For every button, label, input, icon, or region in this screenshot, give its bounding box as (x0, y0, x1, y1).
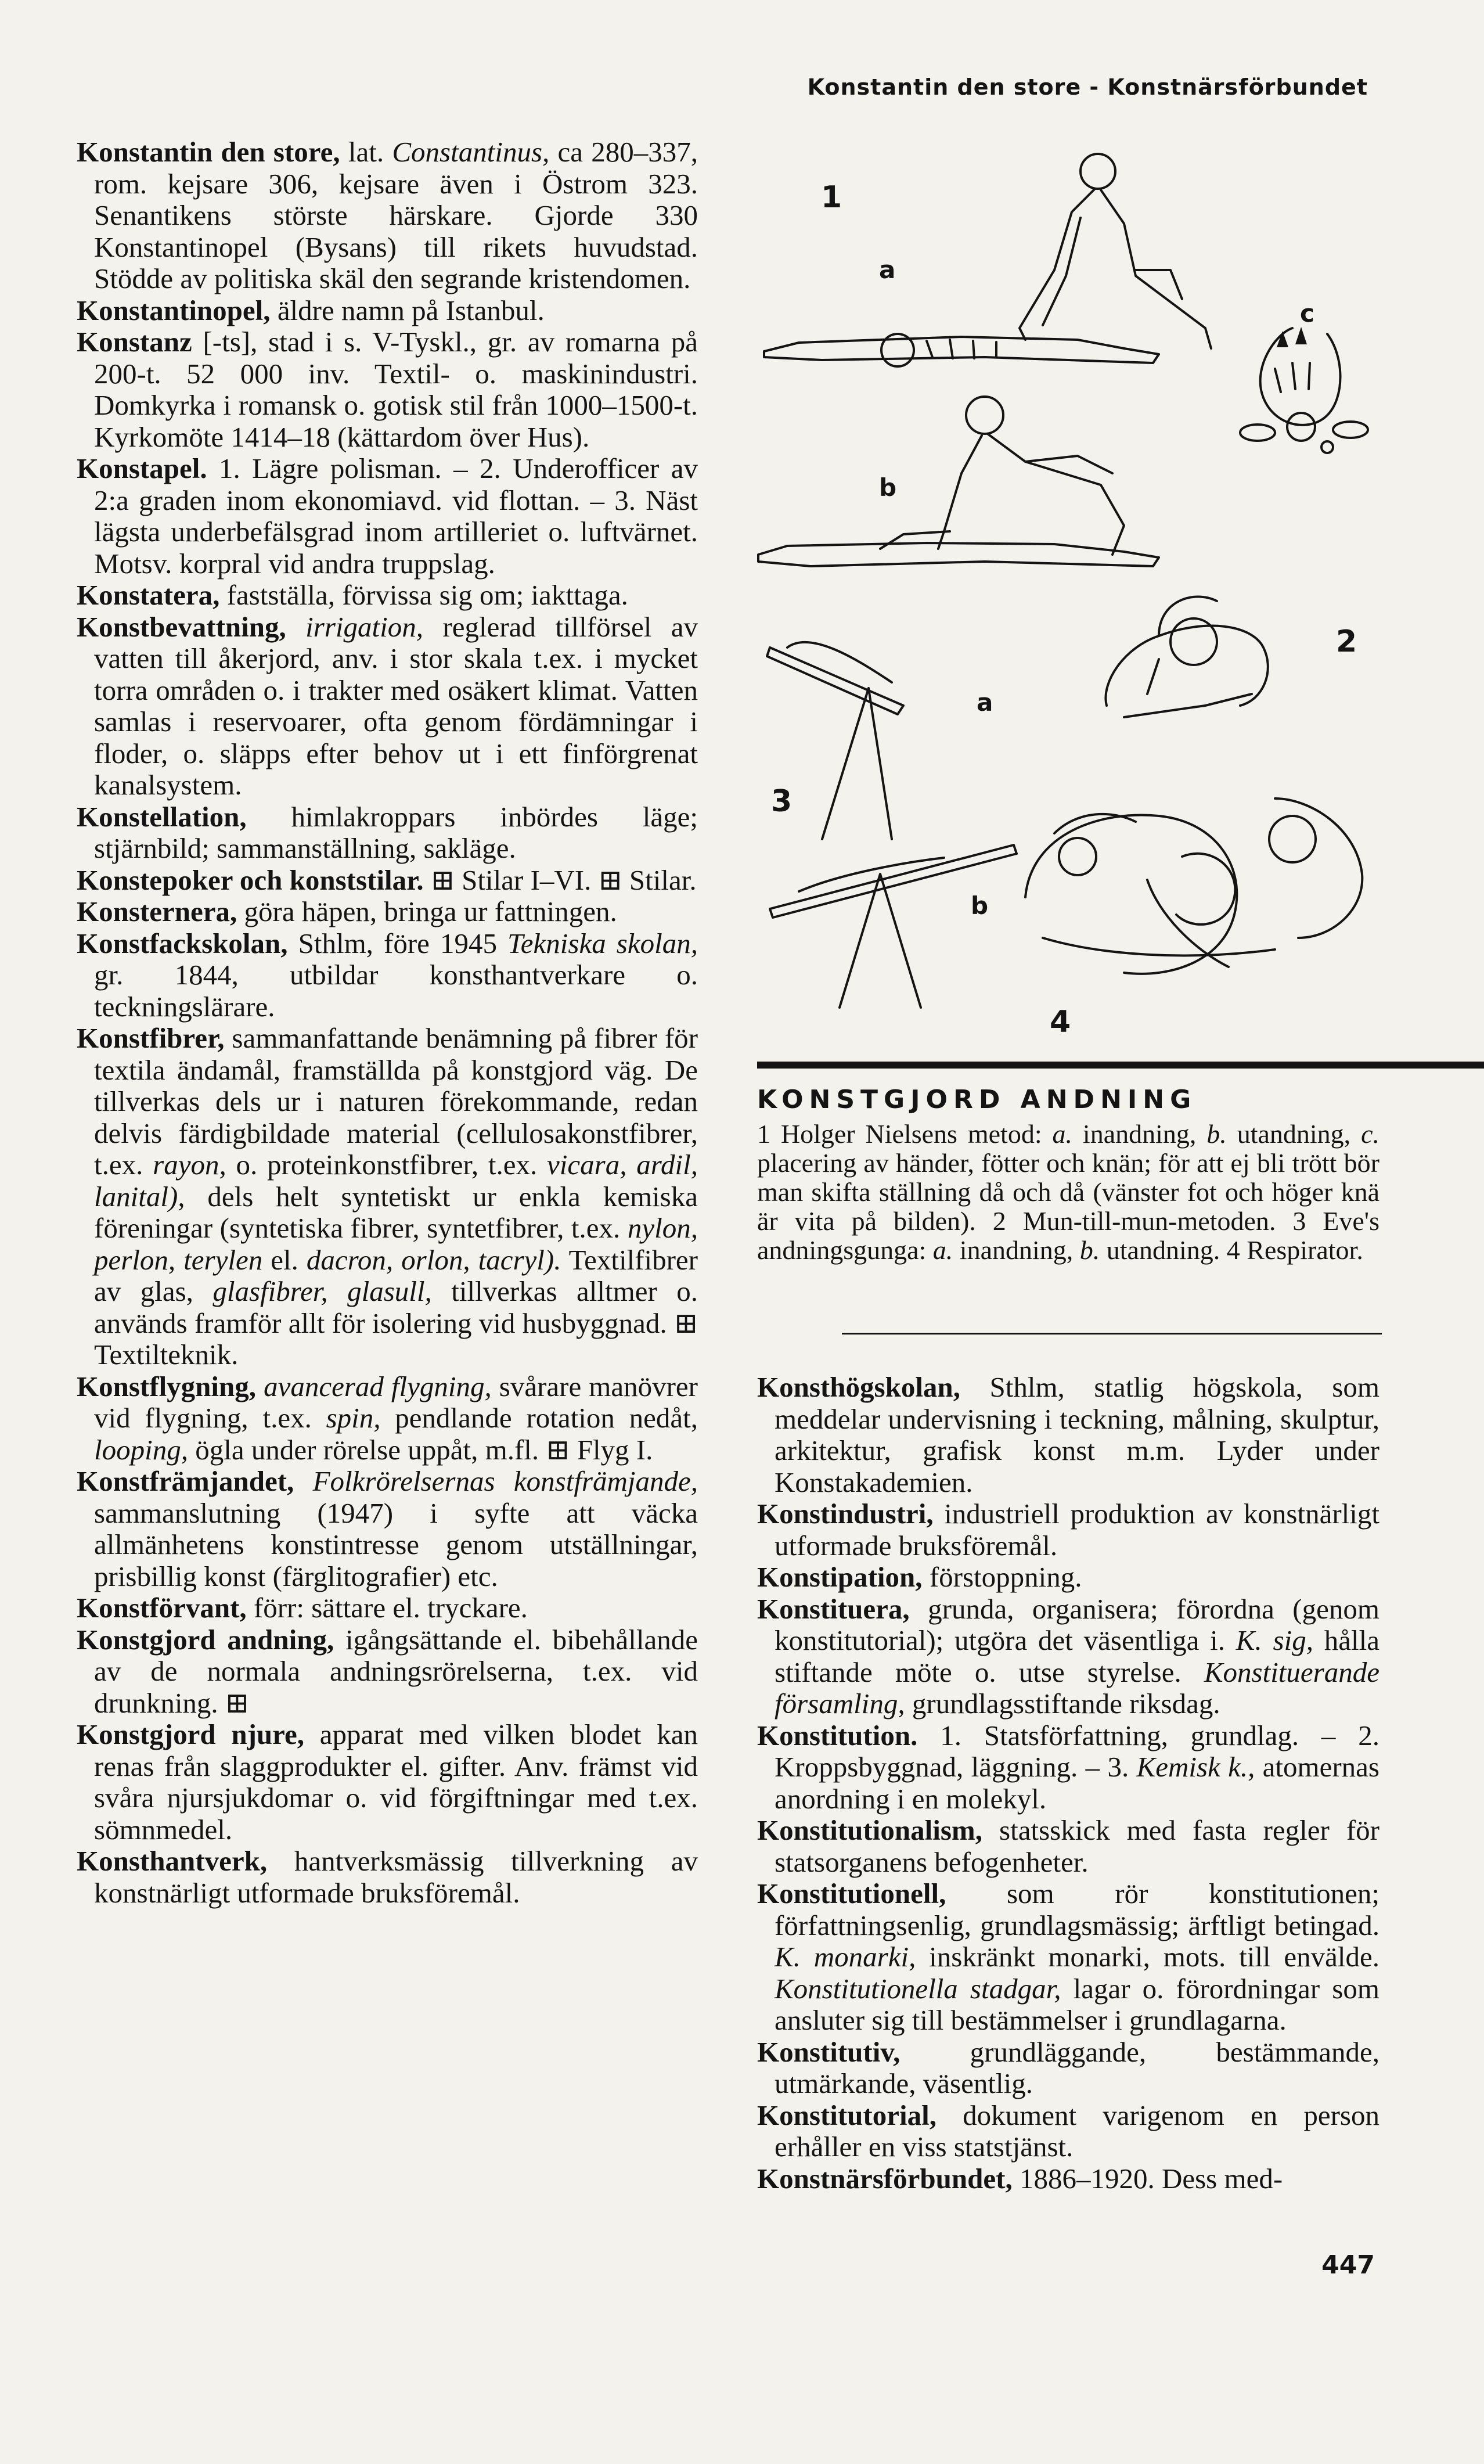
running-head: Konstantin den store - Konstnärsförbundet (807, 74, 1368, 100)
entry-konstantinopel: Konstantinopel, äldre namn på Istanbul. (77, 294, 545, 326)
entry-konstframjandet: Konstfrämjandet, Folkrörelsernas konstfrämjande, sammanslutning (1947) i syfte att väcka allmänhetens konstintresse genom utställningar, prisbillig konst (färglitografier) etc. (77, 1465, 698, 1592)
entry-konstitutionell: Konstitutionell, som rör konstitutionen; författningsenlig, grundlagsmässig; ärftligt betingad. K. monarki, inskränkt monarki, mots. till envälde. Konstitutionella stadgar, lagar o. förordningar som ansluter sig till bestämmelser i grundlagarna. (757, 1877, 1379, 2036)
figure-label-3a: a (977, 688, 993, 717)
entry-konstapel: Konstapel. 1. Lägre polisman. – 2. Underofficer av 2:a graden inom ekonomiavd. vid flottan. – 3. Näst lägsta underbefälsgrad inom artilleriet o. luftvärnet. Motsv. korpral vid andra truppslag. (77, 452, 698, 580)
caption-title: KONSTGJORD ANDNING (757, 1085, 1197, 1114)
entry-konstellation: Konstellation, himlakroppars inbördes läge; stjärnbild; sammanställning, sakläge. (77, 800, 698, 864)
figure-number-3: 3 (771, 784, 793, 819)
figure-label-1c: c (1300, 299, 1314, 328)
entry-konstipation: Konstipation, förstoppning. (757, 1561, 1082, 1593)
entry-konstgjord-andning: Konstgjord andning, igångsättande el. bibehållande av de normala andningsrörelserna, t.ex. vid drunkning. ⊞ (77, 1623, 698, 1719)
entry-konsthantverk: Konsthantverk, hantverksmässig tillverkning av konstnärligt utformade bruksföremål. (77, 1845, 698, 1909)
entry-konstitutiv: Konstitutiv, grundläggande, bestämmande, utmärkande, väsentlig. (757, 2035, 1379, 2099)
entry-konstepoker: Konstepoker och konststilar. ⊞ Stilar I–VI. ⊞ Stilar. (77, 864, 697, 896)
entry-konstatera: Konstatera, fastställa, förvissa sig om; iakttaga. (77, 579, 628, 611)
right-column (757, 1372, 1379, 2195)
entry-konstbevattning: Konstbevattning, irrigation, reglerad tillförsel av vatten till åkerjord, anv. i stor skala t.ex. i mycket torra områden o. i trakter med osäkert klimat. Vatten samlas i reservoarer, ofta genom fördämningar i floder, o. släpps efter behov ut i ett finförgrenat kanalsystem. (77, 610, 698, 801)
entry-konstforvant: Konstförvant, förr: sättare el. tryckare. (77, 1592, 528, 1624)
entry-konstnarsforbundet: Konstnärsförbundet, 1886–1920. Dess med- (757, 2162, 1283, 2195)
figure-number-2: 2 (1336, 624, 1357, 659)
entry-konstantin: Konstantin den store, lat. Constantinus, ca 280–337, rom. kejsare 306, kejsare även i Östrom 323. Senantikens störste härskare. Gjorde 330 Konstantinopel (Bysans) till rikets huvudstad. Stödde av politiska skäl den segrande kristendomen. (77, 136, 698, 294)
entry-konsthogskolan: Konsthögskolan, Sthlm, statlig högskola, som meddelar undervisning i teckning, målning, skulptur, arkitektur, grafisk konst m.m. Lyder under Konstakademien. (757, 1371, 1379, 1498)
entry-konstitution: Konstitution. 1. Statsförfattning, grundlag. – 2. Kroppsbyggnad, läggning. – 3. Kemisk k., atomernas anordning i en molekyl. (757, 1719, 1380, 1815)
entry-konstfibrer: Konstfibrer, sammanfattande benämning på fibrer för textila ändamål, framställda på konstgjord väg. De tillverkas dels ur i naturen förekommande, redan delvis färdigbildade material (cellulosakonstfibrer, t.ex. rayon, o. proteinkonstfibrer, t.ex. vicara, ardil, lanital), dels helt syntetiskt ur enkla kemiska föreningar (syntetiska fibrer, syntetfibrer, t.ex. nylon, perlon, terylen el. dacron, orlon, tacryl). Textilfibrer av glas, glasfibrer, glasull, tillverkas alltmer o. används framför allt för isolering vid husbyggnad. ⊞ Textilteknik. (77, 1022, 698, 1371)
figure-1b-drawing (758, 397, 1159, 566)
entry-konstanz: Konstanz [-ts], stad i s. V-Tyskl., gr. av romarna på 200-t. 52 000 inv. Textil- o. maskinindustri. Domkyrka i romansk o. gotisk stil från 1000–1500-t. Kyrkomöte 1414–18 (kättardom över Hus). (77, 326, 698, 453)
figure-number-4: 4 (1050, 1005, 1071, 1039)
entry-konsternera: Konsternera, göra häpen, bringa ur fattningen. (77, 895, 617, 927)
entry-konstgjord-njure: Konstgjord njure, apparat med vilken blodet kan renas från slaggprodukter el. gifter. Anv. främst vid svåra njursjukdomar o. vid förgiftningar med t.ex. sömnmedel. (77, 1718, 698, 1846)
figure-4-drawing (1025, 798, 1362, 974)
figure-label-3b: b (971, 891, 989, 920)
entry-konstitutionalism: Konstitutionalism, statsskick med fasta regler för statsorganens befogenheter. (757, 1814, 1379, 1878)
entry-konstfackskolan: Konstfackskolan, Sthlm, före 1945 Tekniska skolan, gr. 1844, utbildar konsthantverkare o. teckningslärare. (77, 927, 698, 1023)
figure-caption: 1 Holger Nielsens metod: a. inandning, b. utandning, c. placering av händer, fötter och knän; för att ej bli trött bör man skifta ställning då och då (vänster fot och höger knä är vita på bilden). 2 Mun-till-mun-metoden. 3 Eve's andningsgunga: a. inandning, b. utandning. 4 Respirator. (757, 1119, 1379, 1265)
caption-top-rule (757, 1062, 1484, 1069)
caption-bottom-rule (842, 1333, 1382, 1334)
figure-1c-drawing (1240, 328, 1368, 453)
figure-label-1a: a (879, 256, 896, 284)
figure-2-drawing (1105, 597, 1267, 718)
figure-label-1b: b (879, 473, 897, 502)
entry-konstflygning: Konstflygning, avancerad flygning, svårare manövrer vid flygning, t.ex. spin, pendlande rotation nedåt, looping, ögla under rörelse uppåt, m.fl. ⊞ Flyg I. (77, 1370, 698, 1466)
artificial-respiration-illustration (752, 125, 1379, 1054)
illustration-drawing (752, 125, 1379, 1054)
page-number: 447 (1321, 2250, 1375, 2280)
left-column (77, 136, 698, 1909)
entry-konstindustri: Konstindustri, industriell produktion av konstnärligt utformade bruksföremål. (757, 1498, 1379, 1562)
figure-3b-drawing (770, 845, 1017, 1008)
entry-konstitutorial: Konstitutorial, dokument varigenom en person erhåller en viss statstjänst. (757, 2099, 1379, 2163)
figure-number-1: 1 (821, 180, 842, 215)
entry-konstituera: Konstituera, grunda, organisera; förordna (genom konstitutorial); utgöra det väsentliga i. K. sig, hålla stiftande möte o. utse styrelse. Konstituerande församling, grundlagsstiftande riksdag. (757, 1592, 1379, 1720)
